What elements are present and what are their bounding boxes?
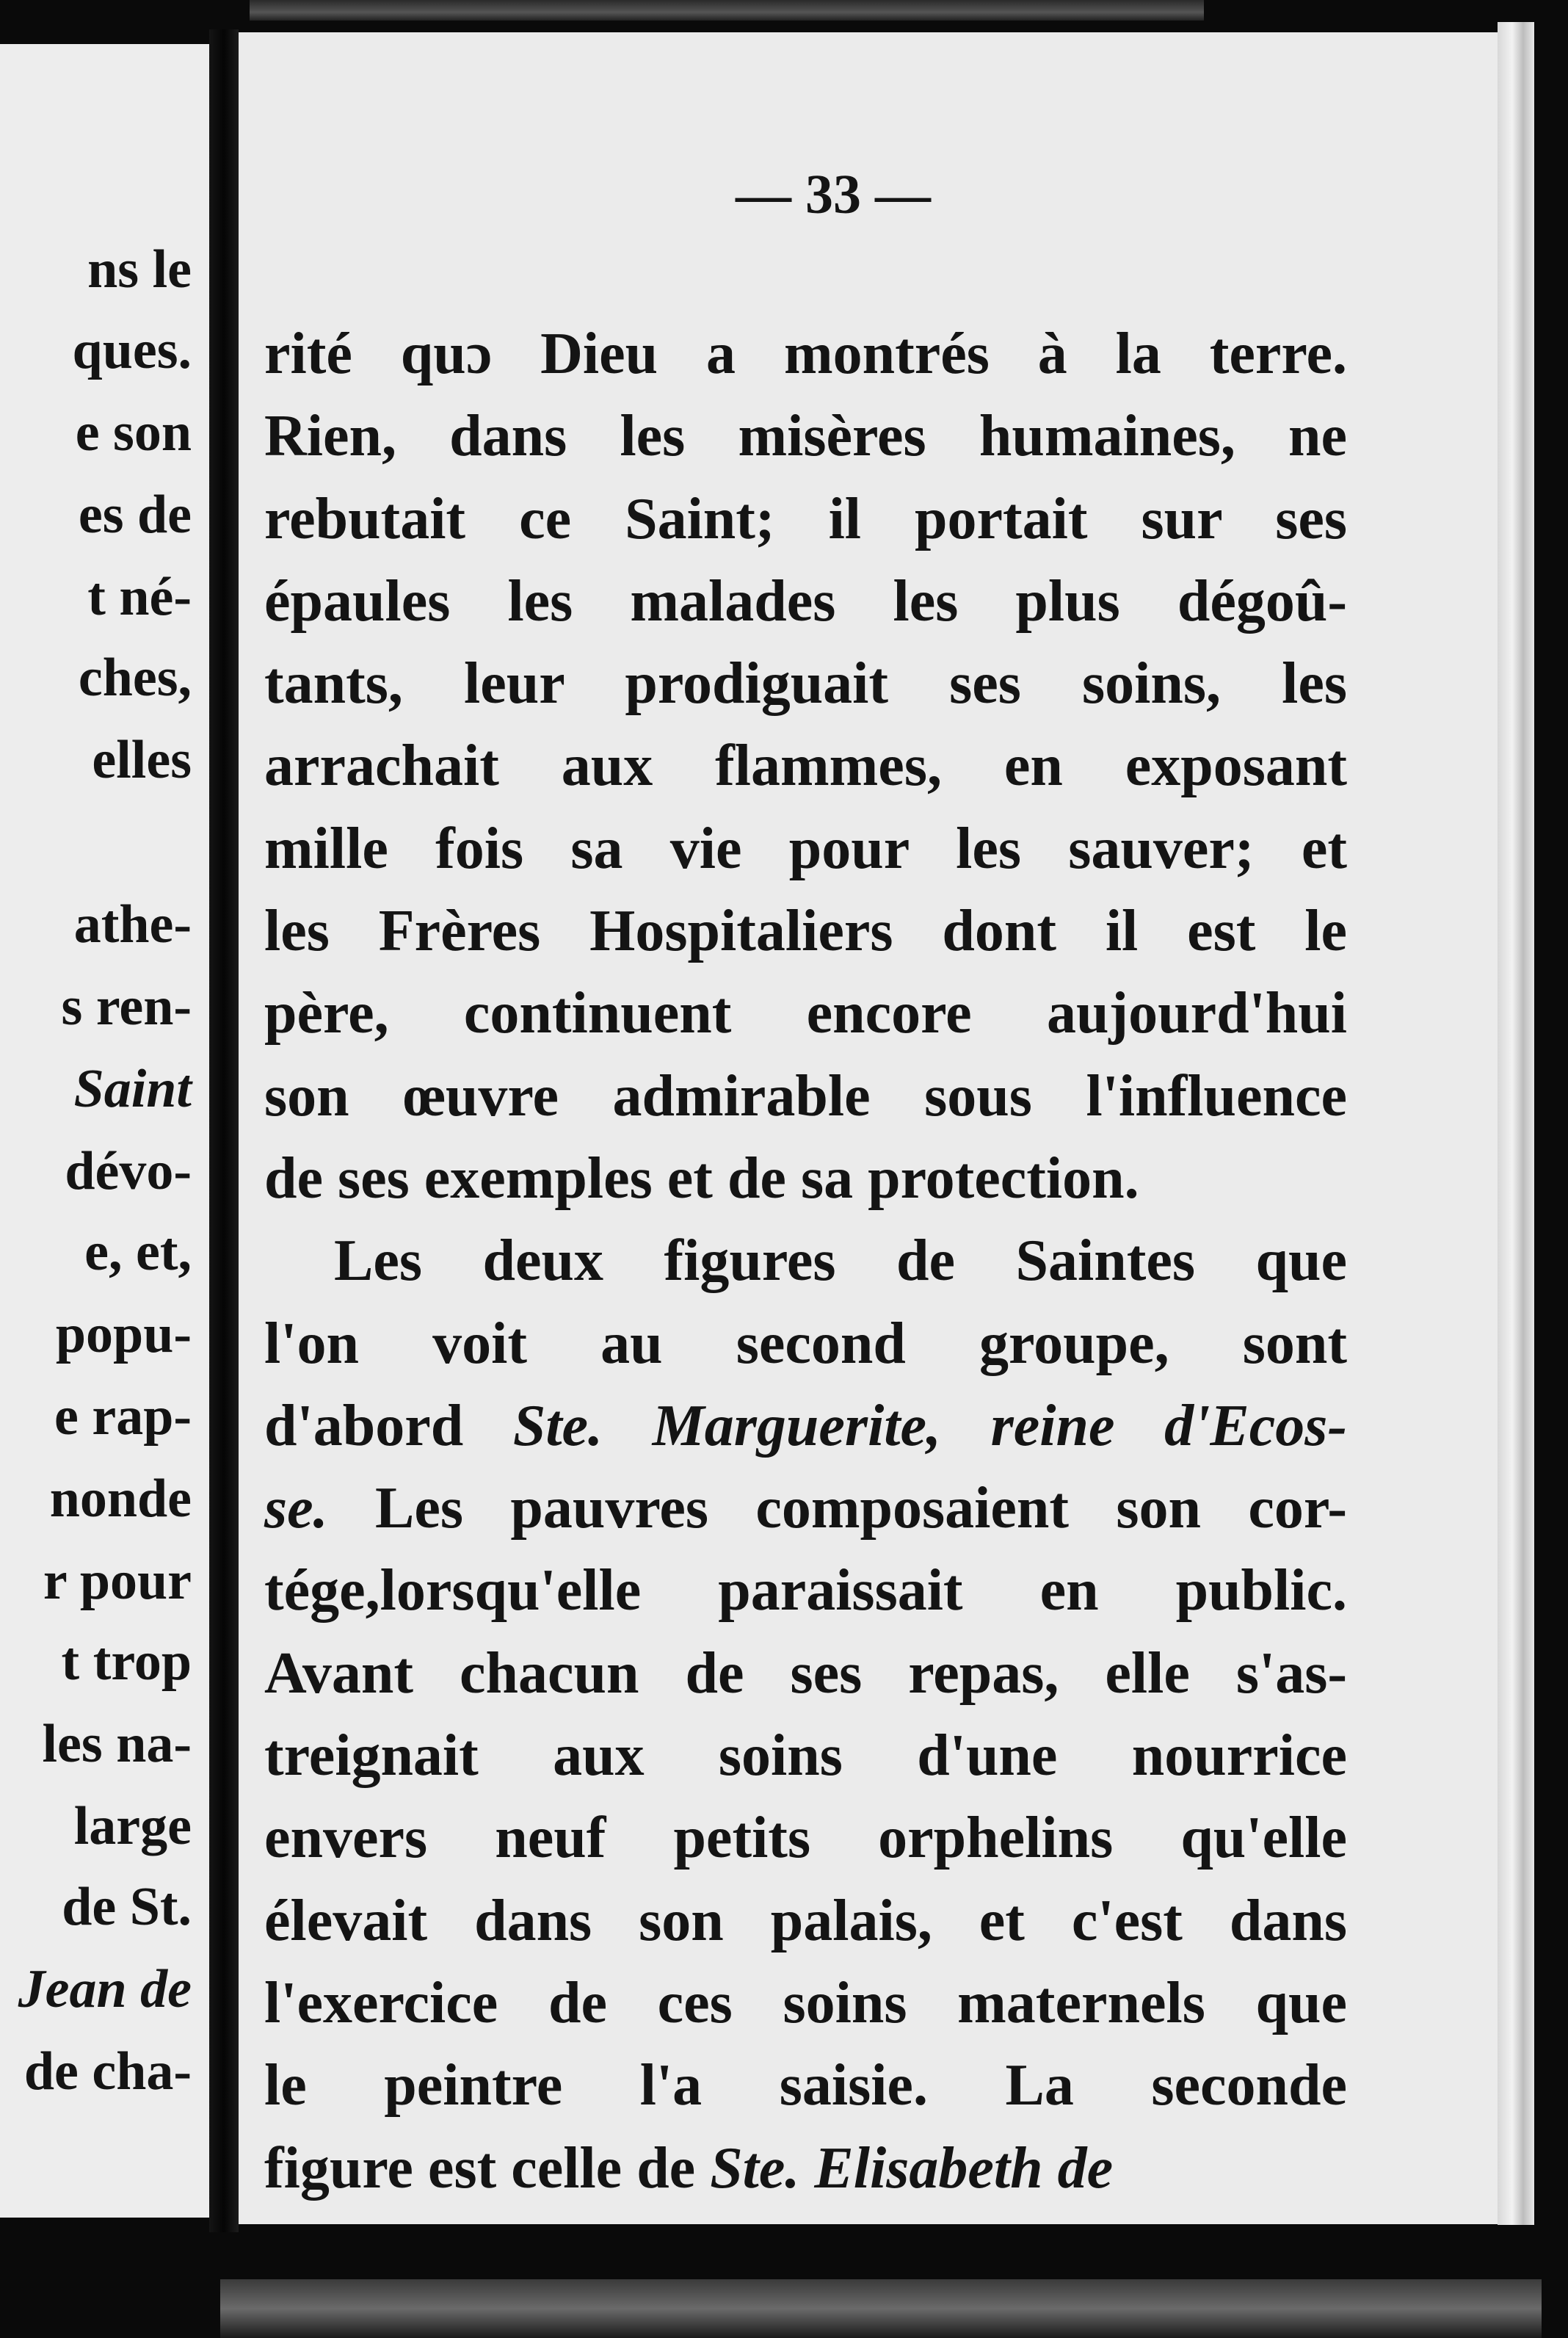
left-page-line: ns le [87,239,192,300]
left-page-line: athe- [73,894,192,955]
text-line [264,1549,1347,1632]
book-gutter [209,29,239,2232]
left-page-line: large [73,1796,192,1856]
text-run: Rien, dans les misères humaines, ne [264,404,1347,469]
left-page-line: t trop [61,1632,192,1692]
text-run: le peintre l'a saisie. La seconde [264,2053,1347,2118]
text-run: l'exercice de ces soins maternels que [264,1970,1347,2035]
text-run: Les pauvres composaient son cor- [327,1476,1347,1541]
italic-text: Ste. Elisabeth de [710,2135,1114,2201]
left-page-line: ches, [78,648,192,708]
italic-text: se. [264,1476,328,1541]
text-run: tége,lorsqu'elle paraissait en public. [264,1558,1347,1624]
text-run: de ses exemples et de sa protection. [264,1146,1139,1211]
text-line [264,313,1347,395]
left-page-fragment [0,44,209,2218]
text-run: Avant chacun de ses repas, elle s'as- [264,1640,1347,1706]
left-page-line: de cha- [23,2041,192,2102]
text-line [264,2127,1347,2209]
text-line [264,1962,1347,2044]
top-page-edge [250,0,1204,21]
text-run: épaules les malades les plus dégoû- [264,568,1347,634]
left-page-line: e rap- [54,1386,192,1447]
text-line [264,560,1347,643]
left-page-line: de St. [62,1877,192,1937]
right-page-edges [1498,22,1534,2225]
text-run: rité quɔ Dieu a montrés à la terre. [264,322,1347,386]
text-line [264,1220,1347,1302]
text-run: figure est celle de [264,2135,711,2201]
text-run: arrachait aux flammes, en exposant [264,734,1347,799]
left-page-line: Saint [73,1059,192,1119]
text-line [264,1385,1347,1467]
text-line [264,808,1347,890]
left-page-line: s ren- [61,977,192,1037]
left-page-line: nonde [49,1469,192,1529]
text-run: les Frères Hospitaliers dont il est le [264,899,1347,964]
left-page-line: elles [92,730,192,790]
text-line [264,1632,1347,1715]
main-page [239,32,1531,2224]
left-page-line: r pour [43,1551,192,1611]
text-line [264,395,1347,477]
text-run: tants, leur prodiguait ses soins, les [264,651,1347,717]
text-line [264,643,1347,725]
left-page-line: dévo- [65,1141,192,1201]
left-page-line: Jean de [18,1959,192,2019]
text-run: son œuvre admirable sous l'influence [264,1063,1347,1129]
left-page-line: e son [75,402,192,463]
text-run: envers neuf petits orphelins qu'elle [264,1806,1347,1871]
text-run: rebutait ce Saint; il portait sur ses [264,486,1347,551]
left-page-line: popu- [55,1304,192,1364]
left-page-line: e, et, [84,1222,192,1282]
text-run: Les deux figures de Saintes que [334,1228,1347,1294]
text-line [264,1055,1347,1137]
text-line [264,725,1347,807]
text-line [264,1797,1347,1879]
text-line [264,1467,1347,1549]
text-line [264,1137,1347,1220]
left-page-line: les na- [42,1714,192,1774]
left-page-line: ques. [72,320,192,380]
text-line [264,1715,1347,1797]
text-line [264,478,1347,560]
bottom-page-edge [220,2279,1542,2338]
page-number: — 33 — [736,164,931,225]
text-run: treignait aux soins d'une nourrice [264,1723,1347,1789]
body-text [264,313,1347,2209]
text-run: mille fois sa vie pour les sauver; et [264,816,1347,881]
left-page-line: t né- [87,567,192,627]
left-page-line: es de [78,485,192,545]
text-line [264,1303,1347,1385]
text-line [264,890,1347,972]
text-line [264,2044,1347,2127]
text-line [264,1880,1347,1962]
text-run: d'abord [264,1393,513,1458]
text-run: père, continuent encore aujourd'hui [264,981,1347,1046]
italic-text: Ste. Marguerite, reine d'Ecos- [512,1393,1347,1458]
text-line [264,972,1347,1054]
text-run: l'on voit au second groupe, sont [264,1311,1347,1376]
text-run: élevait dans son palais, et c'est dans [264,1888,1347,1953]
